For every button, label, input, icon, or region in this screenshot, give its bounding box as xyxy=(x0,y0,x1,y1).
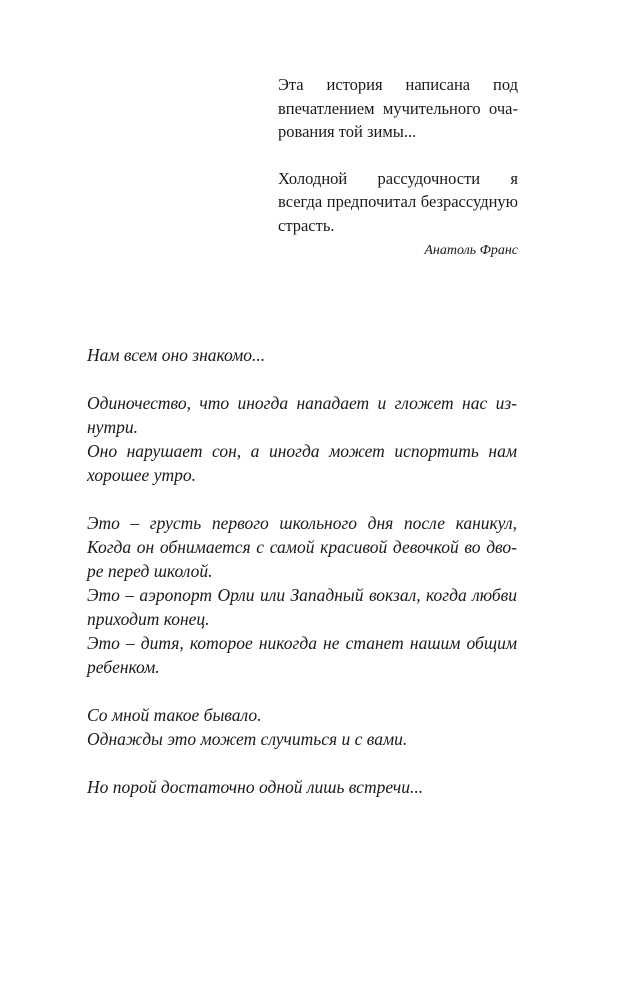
epigraph-line: страсть. xyxy=(278,215,335,235)
prose-line: ре перед школой. xyxy=(87,561,213,581)
prose-line: Однажды это может случиться и с вами. xyxy=(87,729,408,749)
epigraph xyxy=(250,73,518,263)
prose-line: Когда он обнимается с самой красивой девочкой во дво- xyxy=(87,537,517,557)
prose-line: Со мной такое бывало. xyxy=(87,705,262,725)
epigraph-line: Эта история написана под xyxy=(278,75,518,94)
prose-line: Это – грусть первого школьного дня после каникул, xyxy=(87,513,517,533)
epigraph-line: впечатлением мучительного оча- xyxy=(278,98,518,118)
prose-line: нутри. xyxy=(87,417,138,437)
prose-line: Это – дитя, которое никогда не станет нашим общим xyxy=(87,633,517,653)
prose-line: Это – аэропорт Орли или Западный вокзал, когда любви xyxy=(87,585,517,605)
epigraph-line: рования той зимы... xyxy=(278,122,417,141)
prose-line: Оно нарушает сон, а иногда может испортить нам xyxy=(87,441,517,461)
epigraph-quote xyxy=(250,167,518,238)
prose-line: Нам всем оно знакомо... xyxy=(87,345,266,365)
prose-block xyxy=(87,343,517,799)
epigraph-line: всегда предпочитал безрассудную xyxy=(278,192,518,211)
prose-line: Одиночество, что иногда нападает и гложет нас из- xyxy=(87,393,517,413)
epigraph-line: Холодной рассудочности я xyxy=(278,168,518,188)
prose-line: Но порой достаточно одной лишь встречи... xyxy=(87,777,424,797)
prose-line: ребенком. xyxy=(87,657,160,677)
prose-line: приходит конец. xyxy=(87,609,210,629)
epigraph-author: Анатоль Франс xyxy=(424,243,518,258)
prose-line: хорошее утро. xyxy=(87,465,196,485)
epigraph-paragraph xyxy=(250,73,518,144)
